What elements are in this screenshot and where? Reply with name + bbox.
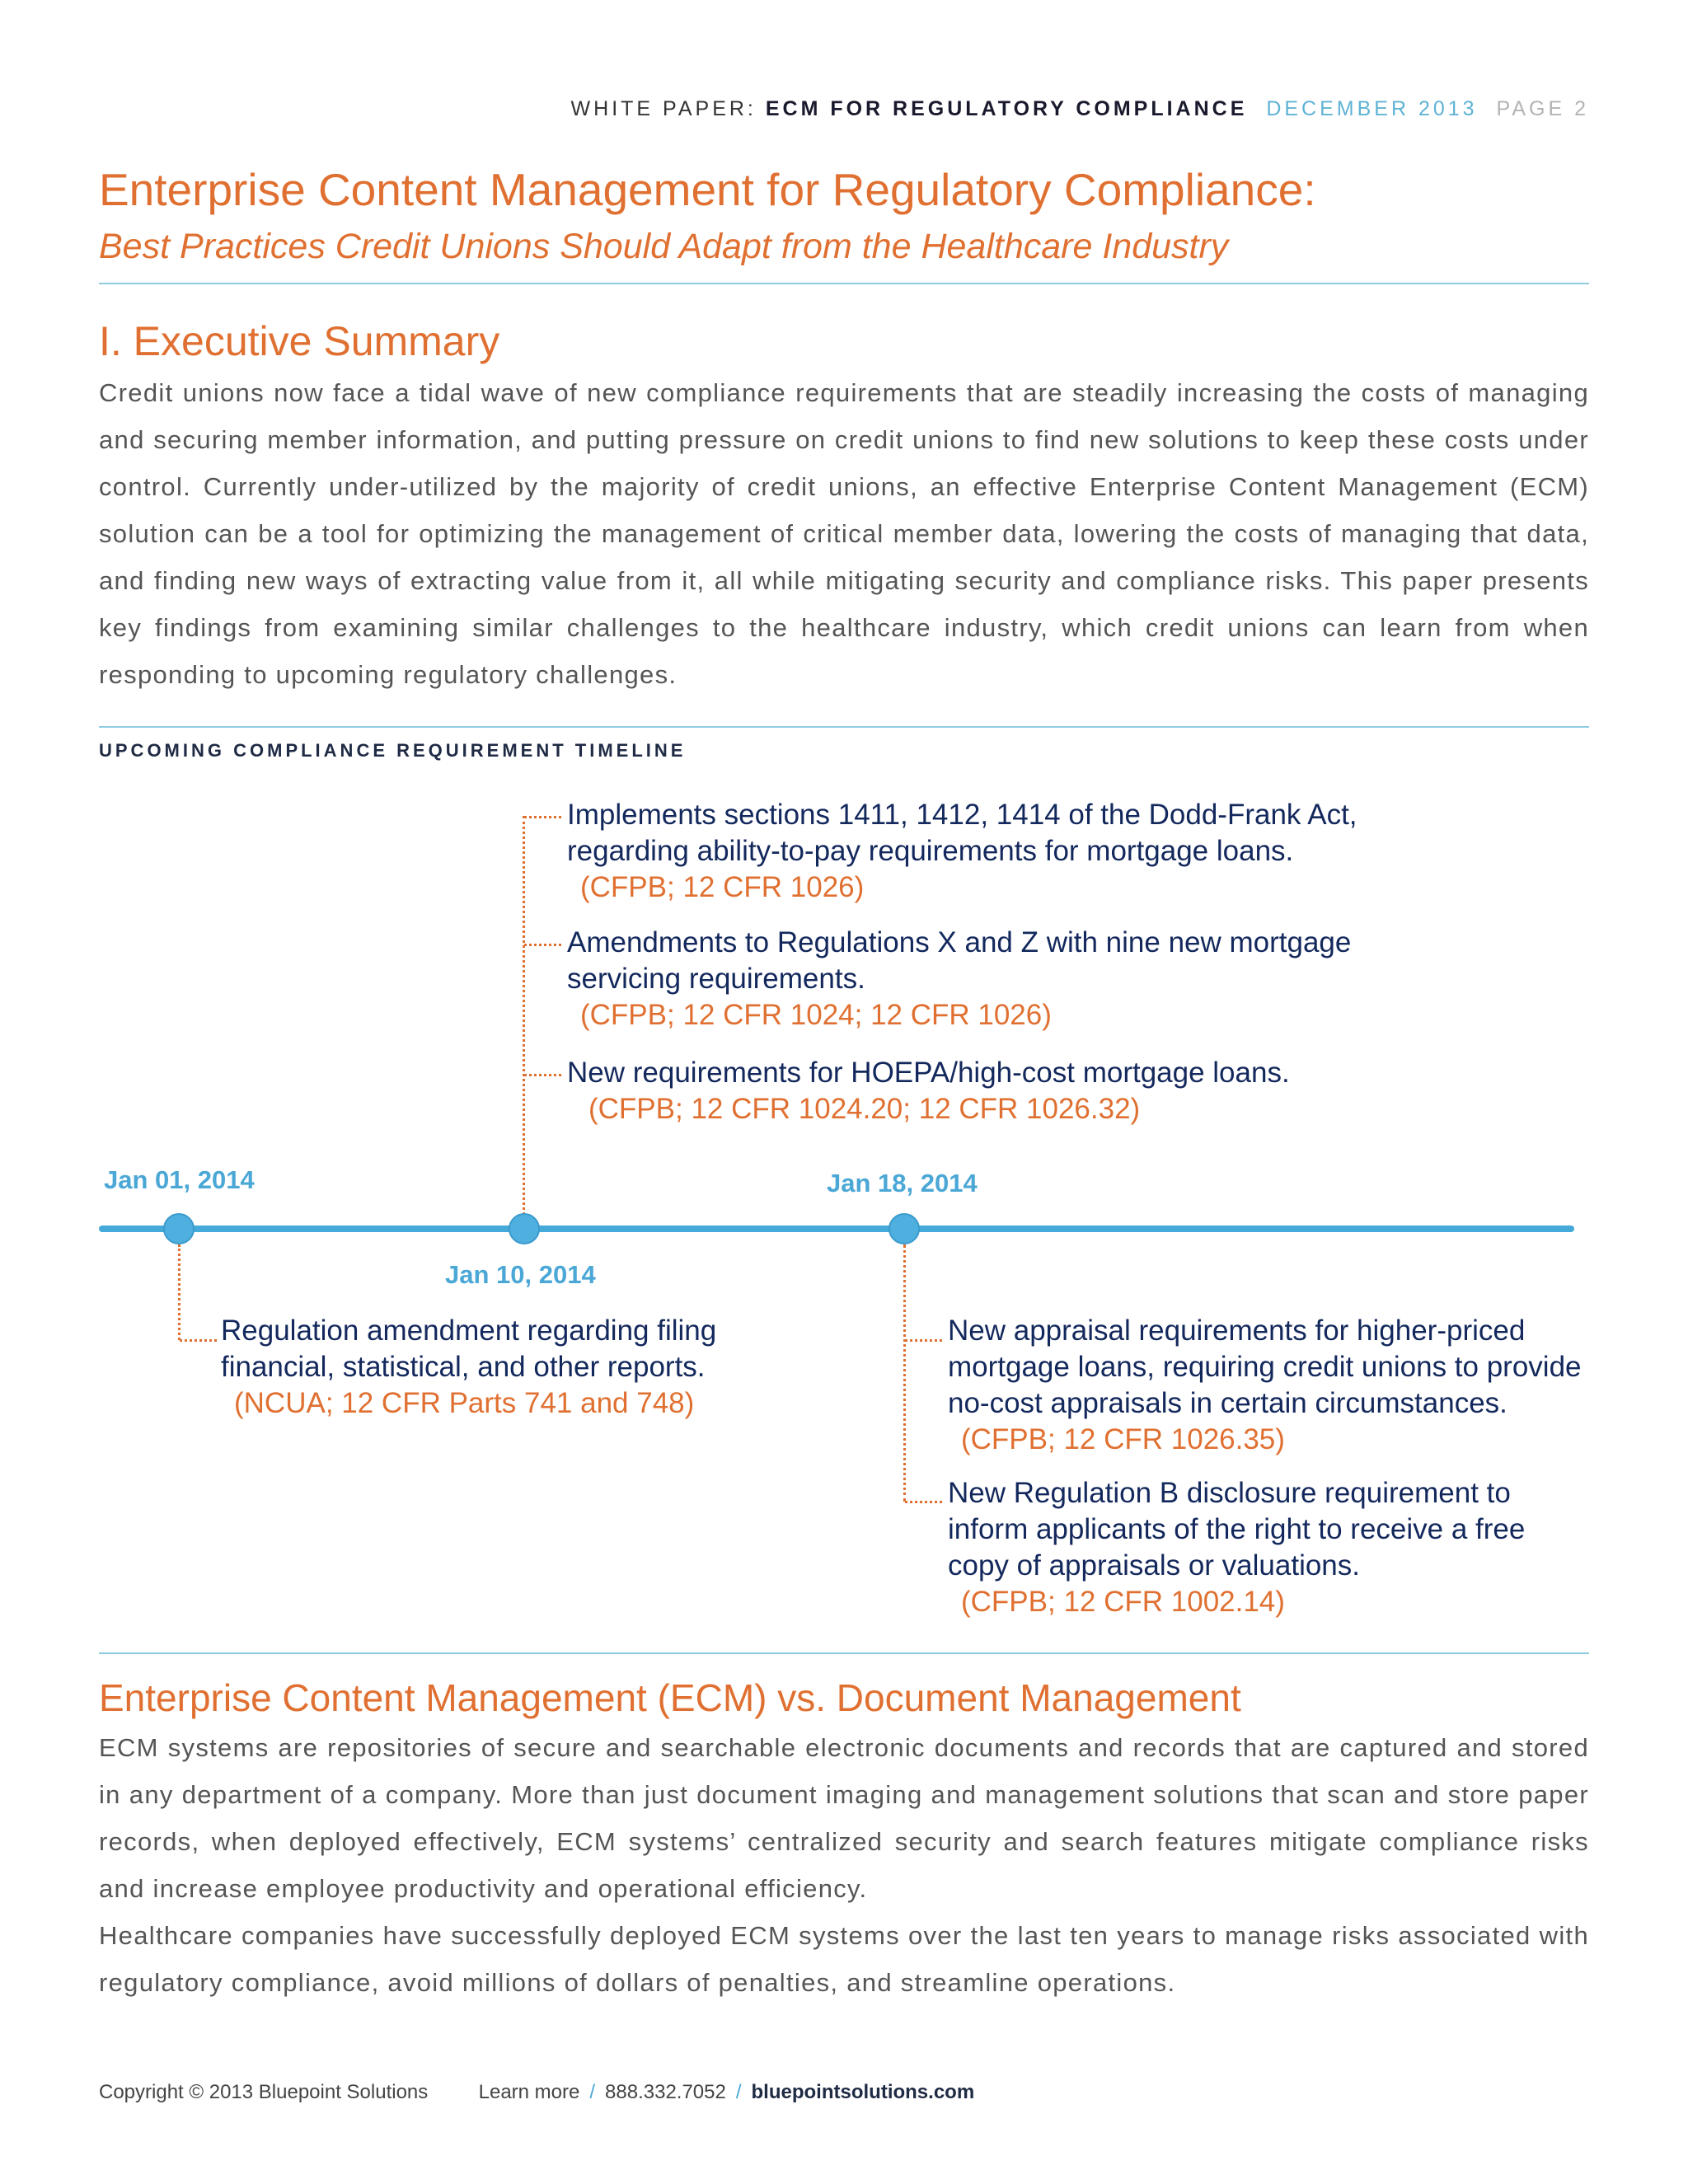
header-title: ECM FOR REGULATORY COMPLIANCE	[765, 97, 1248, 120]
item-citation: (CFPB; 12 CFR 1024; 12 CFR 1026)	[580, 999, 1052, 1031]
item-citation: (CFPB; 12 CFR 1024.20; 12 CFR 1026.32)	[588, 1093, 1141, 1125]
document-title: Enterprise Content Management for Regulatory Compliance:	[99, 164, 1316, 215]
timeline-item	[221, 1313, 814, 1422]
ecm-section-heading: Enterprise Content Management (ECM) vs. Document Management	[99, 1676, 1241, 1719]
executive-summary-heading: I. Executive Summary	[99, 318, 500, 364]
date-label-jan10: Jan 10, 2014	[445, 1260, 596, 1289]
item-description: Regulation amendment regarding filing financial, statistical, and other reports.	[221, 1315, 717, 1383]
header-label: WHITE PAPER:	[570, 97, 757, 120]
timeline-item	[948, 1313, 1591, 1458]
connector-branch	[905, 1339, 942, 1342]
item-description: New requirements for HOEPA/high-cost mortgage loans.	[567, 1057, 1290, 1089]
item-citation: (NCUA; 12 CFR Parts 741 and 748)	[234, 1387, 695, 1419]
connector-jan01	[178, 1244, 181, 1340]
copyright-text: Copyright © 2013 Bluepoint Solutions	[99, 2081, 429, 2103]
header-date: DECEMBER 2013	[1266, 97, 1478, 120]
connector-branch	[905, 1501, 942, 1503]
timeline-bottom-divider	[99, 1652, 1589, 1654]
item-description: New Regulation B disclosure requirement to inform applicants of the right to receive a free copy of appraisals or valuations.	[948, 1477, 1526, 1582]
timeline-axis	[99, 1226, 1574, 1232]
page-header	[571, 97, 1589, 121]
phone-number: 888.332.7052	[605, 2081, 726, 2103]
timeline-top-divider	[99, 726, 1589, 728]
connector-jan18	[903, 1244, 906, 1502]
item-citation: (CFPB; 12 CFR 1002.14)	[961, 1586, 1285, 1618]
learn-more-text: Learn more	[478, 2081, 580, 2103]
website-link[interactable]: bluepointsolutions.com	[751, 2081, 975, 2103]
item-description: Amendments to Regulations X and Z with nine new mortgage servicing requirements.	[567, 926, 1352, 995]
connector-branch	[180, 1339, 217, 1342]
timeline-item	[567, 1055, 1391, 1127]
page-footer: Copyright © 2013 Bluepoint Solutions Learn more / 888.332.7052 / bluepointsolutions.com	[99, 2081, 975, 2103]
item-citation: (CFPB; 12 CFR 1026.35)	[961, 1423, 1285, 1455]
marker-jan01	[163, 1213, 195, 1244]
marker-jan18	[889, 1213, 920, 1244]
marker-jan10	[509, 1213, 540, 1244]
date-label-jan01: Jan 01, 2014	[104, 1165, 255, 1194]
item-description: Implements sections 1411, 1412, 1414 of the Dodd-Frank Act, regarding ability-to-pay requirements for mortgage loans.	[567, 799, 1357, 867]
connector-branch	[524, 944, 561, 946]
timeline-heading: UPCOMING COMPLIANCE REQUIREMENT TIMELINE	[99, 740, 687, 761]
page-number: PAGE 2	[1496, 97, 1589, 120]
ecm-paragraph: ECM systems are repositories of secure and searchable electronic documents and records that are captured and stored in any department of a company. More than just document imaging and management solutions that scan and store paper records, when deployed effectively, ECM systems’ centralized security and search features mitigate compliance risks and increase employee productivity and operational efficiency.	[99, 1733, 1589, 1903]
date-label-jan18: Jan 18, 2014	[827, 1169, 978, 1197]
ecm-paragraph: Healthcare companies have successfully deployed ECM systems over the last ten years to manage risks associated with regulatory compliance, avoid millions of dollars of penalties, and streamline operations.	[99, 1921, 1589, 1997]
timeline-item	[948, 1475, 1574, 1620]
item-description: New appraisal requirements for higher-priced mortgage loans, requiring credit unions to provide no-cost appraisals in certain circumstances.	[948, 1315, 1582, 1419]
connector-jan10	[523, 816, 525, 1215]
item-citation: (CFPB; 12 CFR 1026)	[580, 871, 865, 903]
connector-branch	[524, 816, 561, 818]
timeline-item	[567, 925, 1432, 1033]
document-subtitle: Best Practices Credit Unions Should Adapt from the Healthcare Industry	[99, 227, 1229, 266]
timeline-item	[567, 797, 1358, 906]
executive-summary-text: Credit unions now face a tidal wave of new compliance requirements that are steadily increasing the costs of managing and securing member information, and putting pressure on credit unions to find new solutions to keep these costs under control. Currently under-utilized by the majority of credit unions, an effective Enterprise Content Management (ECM) solution can be a tool for optimizing the management of critical member data, lowering the costs of managing that data, and finding new ways of extracting value from it, all while mitigating security and compliance risks. This paper presents key findings from examining similar challenges to the healthcare industry, which credit unions can learn from when responding to upcoming regulatory challenges.	[99, 378, 1589, 689]
title-divider	[99, 283, 1589, 284]
connector-branch	[524, 1074, 561, 1076]
